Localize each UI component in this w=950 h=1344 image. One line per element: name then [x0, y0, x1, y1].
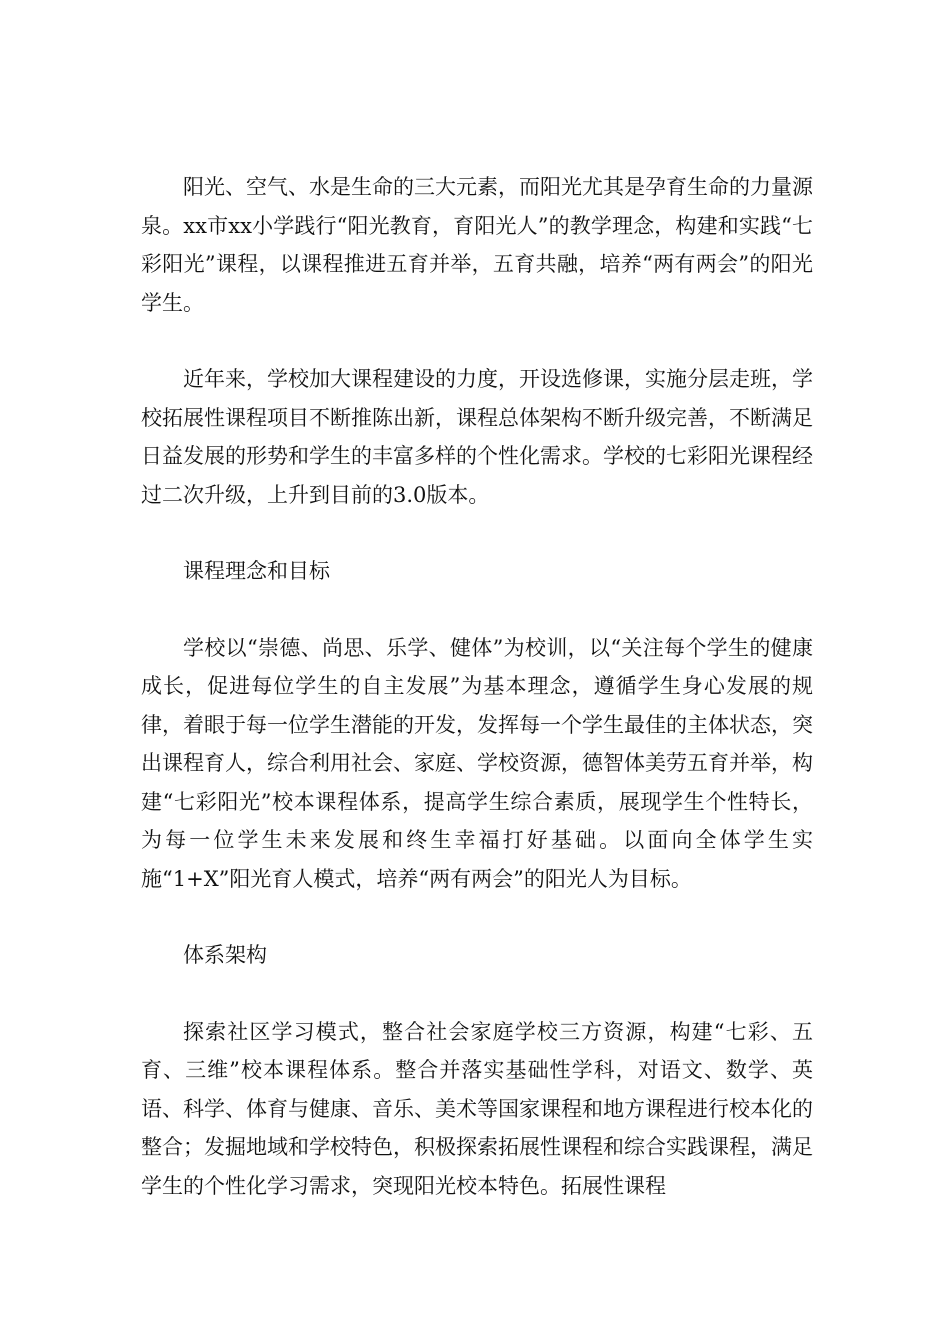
paragraph-community-learning: 探索社区学习模式，整合社会家庭学校三方资源，构建“七彩、五育、三维”校本课程体系。整合并落实基础性学科，对语文、数学、英语、科学、体育与健康、音乐、美术等国家课程和地方课程进行校本化的整合；发掘地域和学校特色，积极探索拓展性课程和综合实践课程，满足学生的个性化学习需求，突现阳光校本特色。拓展性课程: [141, 1019, 813, 1198]
paragraph-intro: 阳光、空气、水是生命的三大元素，而阳光尤其是孕育生命的力量源泉。xx市xx小学践行“阳光教育，育阳光人”的教学理念，构建和实践“七彩阳光”课程，以课程推进五育并举，五育共融，培养“两有两会”的阳光学生。: [141, 175, 813, 315]
paragraph-recent-years: 近年来，学校加大课程建设的力度，开设选修课，实施分层走班，学校拓展性课程项目不断推陈出新，课程总体架构不断升级完善，不断满足日益发展的形势和学生的丰富多样的个性化需求。学校的七彩阳光课程经过二次升级，上升到目前的3.0版本。: [141, 367, 813, 507]
paragraph-school-motto: 学校以“崇德、尚思、乐学、健体”为校训，以“关注每个学生的健康成长，促进每位学生的自主发展”为基本理念，遵循学生身心发展的规律，着眼于每一位学生潜能的开发，发挥每一个学生最佳的主体状态，突出课程育人，综合利用社会、家庭、学校资源，德智体美劳五育并举，构建“七彩阳光”校本课程体系，提高学生综合素质，展现学生个性特长，为每一位学生未来发展和终生幸福打好基础。以面向全体学生实施“1+X”阳光育人模式，培养“两有两会”的阳光人为目标。: [141, 635, 813, 891]
heading-curriculum-philosophy: 课程理念和目标: [183, 559, 330, 583]
heading-system-architecture: 体系架构: [183, 943, 267, 967]
document-body: [141, 168, 813, 1243]
